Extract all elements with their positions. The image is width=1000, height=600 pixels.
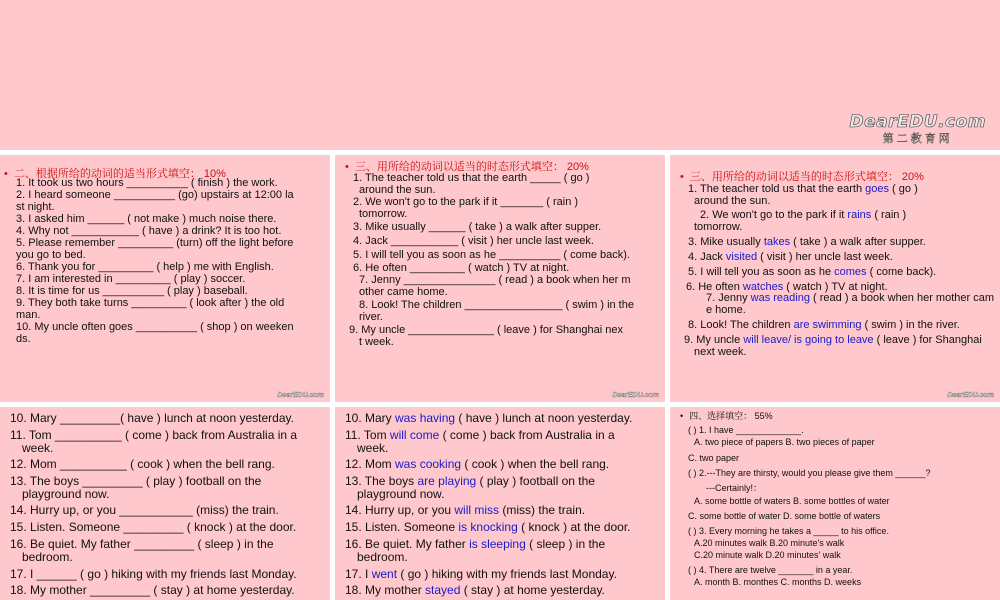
question-line: 3. I asked him ______ ( not make ) much noise there. [16,213,277,225]
answer-line: 2. We won't go to the park if it rains ( rain ) [700,209,907,221]
question-line: 12. Mom __________ ( cook ) when the bell rang. [10,457,275,471]
question-line: 9. They both take turns _________ ( look after ) the old [16,297,285,309]
question-line: 10. My uncle often goes __________ ( shop ) on weeken [16,321,294,333]
question-line: you go to bed. [16,249,86,261]
question-line: 8. Look! The children ________________ ( swim ) in the [359,299,634,311]
answer-text: is sleeping [469,537,526,551]
answer-line: tomorrow. [694,221,743,233]
question-line: A. month B. monthes C. months D. weeks [694,577,862,587]
question-line: tomorrow. [359,208,408,220]
site-logo [850,112,986,146]
question-line: 15. Listen. Someone _________ ( knock ) at the door. [10,520,297,534]
answer-line: 12. Mom was cooking ( cook ) when the bell rang. [345,457,610,471]
answer-text: takes [763,236,791,248]
answer-line: 14. Hurry up, or you will miss (miss) the train. [345,503,586,517]
answer-text: is knocking [458,520,518,534]
question-line: week. [22,441,54,455]
question-line: 6. Thank you for _________ ( help ) me with English. [16,261,274,273]
slide-watermark: DearEDU.com [947,392,994,399]
question-line: river. [359,311,383,323]
question-line: 1. It took us two hours __________ ( finish ) the work. [16,177,278,189]
answer-text: stayed [425,583,461,597]
answer-text: comes [834,266,867,278]
question-line: 2. We won't go to the park if it _______ ( rain ) [353,196,579,208]
question-line: ( ) 2.---They are thirsty, would you please give them ______? [688,468,931,478]
question-line: ( ) 4. There are twelve _______ in a year. [688,565,853,575]
slide-tense-answers-2 [335,407,665,600]
answer-line: next week. [694,346,747,358]
answer-line: 8. Look! The children are swimming ( swim ) in the river. [688,319,960,331]
question-line: 3. Mike usually ______ ( take ) a walk after supper. [353,221,602,233]
slide-heading: • 三、用所给的动词以适当的时态形式填空： 20% [680,171,924,183]
answer-text: visited [725,251,758,263]
question-line: 5. I will tell you as soon as he __________ ( come back). [353,249,630,261]
question-line: playground now. [22,487,110,501]
question-line: 4. Why not ___________ ( have ) a drink? It is too hot. [16,225,282,237]
slide-heading: • 二、根据所给的动词的适当形式填空： 10% [4,168,226,180]
slide-heading: • 三、用所给的动词以适当的时态形式填空： 20% [345,161,589,173]
question-line: C. two paper [688,453,740,463]
title-banner [0,0,1000,150]
answer-line: bedroom. [357,550,408,564]
answer-line: 1. The teacher told us that the earth goes ( go ) [688,183,918,195]
question-line: around the sun. [359,184,436,196]
answer-line: 15. Listen. Someone is knocking ( knock ) at the door. [345,520,631,534]
answer-line: playground now. [357,487,445,501]
answer-text: rains [847,209,872,221]
slide-tense-questions-2 [0,407,330,600]
question-line: 5. Please remember _________ (turn) off the light before [16,237,294,249]
question-line: 17. I ______ ( go ) hiking with my friends last Monday. [10,567,297,581]
answer-text: goes [865,183,889,195]
answer-text: will come [389,428,440,442]
slide-verb-forms-questions [0,155,330,402]
answer-line: 4. Jack visited ( visit ) her uncle last week. [688,251,893,263]
slide-multiple-choice [670,407,1000,600]
question-line: 4. Jack ___________ ( visit ) her uncle last week. [353,235,594,247]
answer-text: will leave/ is going to leave [743,334,874,346]
question-line: t week. [359,336,394,348]
question-line: 7. I am interested in _________ ( play ) soccer. [16,273,246,285]
answer-line: e home. [706,304,746,316]
answer-line: 16. Be quiet. My father is sleeping ( sleep ) in the [345,537,606,551]
logo-sub-text: 第二教育网 [882,132,953,145]
slide-watermark: DearEDU.com [612,392,659,399]
question-line: st night. [16,201,55,213]
answer-line: 10. Mary was having ( have ) lunch at noon yesterday. [345,411,633,425]
question-line: C.20 minute walk D.20 minutes' walk [694,550,841,560]
question-line: man. [16,309,41,321]
answer-line: 5. I will tell you as soon as he comes ( come back). [688,266,937,278]
answer-text: was reading [750,292,810,304]
question-line: 1. The teacher told us that the earth _____ ( go ) [353,172,590,184]
answer-text: are swimming [793,319,862,331]
answer-line: 18. My mother stayed ( stay ) at home yesterday. [345,583,605,597]
answer-line: 17. I went ( go ) hiking with my friends last Monday. [345,567,617,581]
question-line: 18. My mother _________ ( stay ) at home yesterday. [10,583,295,597]
answer-line: 9. My uncle will leave/ is going to leave ( leave ) for Shanghai [684,334,982,346]
slide-tense-questions [335,155,665,402]
question-line: A. two piece of papers B. two pieces of paper [694,437,875,447]
slide-tense-answers [670,155,1000,402]
question-line: 16. Be quiet. My father _________ ( sleep ) in the [10,537,274,551]
question-line: A.20 minutes walk B.20 minute's walk [694,538,845,548]
question-line: ---Certainly!： [706,483,763,493]
answer-text: was cooking [395,457,462,471]
answer-line: week. [357,441,389,455]
question-line: 8. It is time for us __________ ( play ) baseball. [16,285,248,297]
question-line: ds. [16,333,31,345]
question-line: ( ) 3. Every morning he takes a _____ to his office. [688,526,889,536]
question-line: 14. Hurry up, or you ___________ (miss) the train. [10,503,279,517]
slide-watermark: DearEDU.com [277,392,324,399]
question-line: bedroom. [22,550,73,564]
question-line: A. some bottle of waters B. some bottles of water [694,496,890,506]
answer-text: was having [395,411,456,425]
question-line: 2. I heard someone __________ (go) upstairs at 12:00 la [16,189,294,201]
answer-line: 6. He often watches ( watch ) TV at night. [686,281,888,293]
answer-line: 13. The boys are playing ( play ) football on the [345,474,595,488]
answer-text: are playing [417,474,477,488]
question-line: 6. He often _________ ( watch ) TV at night. [353,262,570,274]
answer-text: will miss [454,503,500,517]
question-line: 10. Mary _________( have ) lunch at noon yesterday. [10,411,294,425]
question-line: 11. Tom __________ ( come ) back from Australia in a [10,428,298,442]
answer-text: went [371,567,398,581]
answer-line: 11. Tom will come ( come ) back from Australia in a [345,428,615,442]
question-line: ( ) 1. I have _____________. [688,425,804,435]
question-line: 9. My uncle ______________ ( leave ) for Shanghai nex [349,324,623,336]
slide-heading: • 四、选择填空： 55% [680,411,773,421]
answer-line: 3. Mike usually takes ( take ) a walk after supper. [688,236,926,248]
question-line: other came home. [359,286,448,298]
logo-main-text: DearEDU.com [849,112,986,132]
question-line: C. some bottle of water D. some bottle of waters [688,511,881,521]
answer-text: watches [742,281,784,293]
answer-line: 7. Jenny was reading ( read ) a book when her mother cam [706,292,994,304]
question-line: 7. Jenny _______________ ( read ) a book when her m [359,274,631,286]
question-line: 13. The boys _________ ( play ) football on the [10,474,262,488]
answer-line: around the sun. [694,195,771,207]
